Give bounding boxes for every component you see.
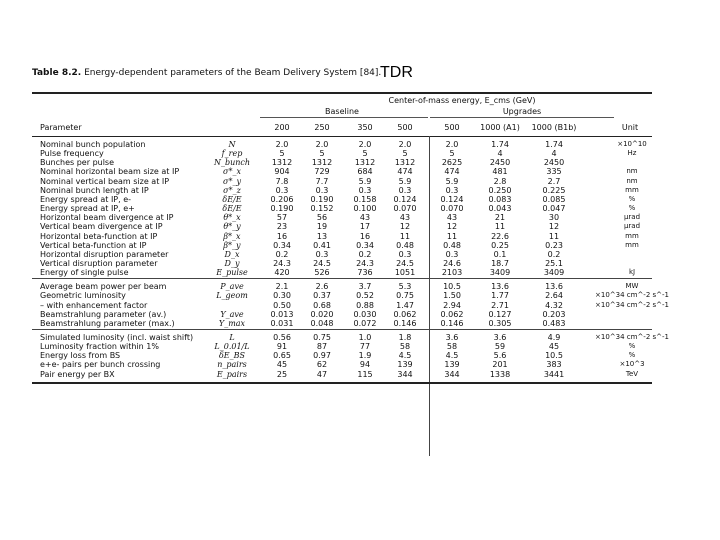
row-symbol: D_y (224, 258, 240, 268)
row-unit: nm (626, 176, 638, 185)
row-value: 0.97 (313, 351, 331, 361)
energy-column-header: 500 (444, 123, 460, 132)
row-value: 62 (316, 360, 328, 370)
row-value: 684 (357, 167, 373, 177)
row-value: 1.74 (491, 140, 509, 149)
row-unit: mm (625, 185, 639, 194)
row-unit: nm (626, 167, 638, 176)
section-separator (32, 278, 652, 279)
row-value: 45 (548, 342, 560, 352)
row-parameter-name: e+e- pairs per bunch crossing (40, 360, 161, 370)
row-value: 139 (444, 360, 460, 370)
row-value: 0.3 (315, 185, 329, 195)
row-value: 1338 (489, 369, 511, 379)
row-symbol: N_bunch (213, 158, 251, 168)
row-value: 2450 (543, 158, 565, 168)
row-value: 0.124 (393, 194, 417, 204)
row-symbol: σ*_x (223, 167, 241, 177)
row-value: 3.6 (445, 333, 459, 342)
row-symbol: θ*_x (223, 213, 241, 223)
row-value: 47 (316, 369, 328, 379)
row-value: 0.085 (542, 194, 566, 204)
row-value: 344 (397, 369, 413, 379)
row-value: 13 (316, 231, 328, 241)
row-unit: % (628, 204, 636, 213)
row-value: 10.5 (443, 282, 461, 292)
row-value: 0.2 (547, 249, 561, 259)
row-value: 22.6 (491, 231, 509, 241)
energy-column-header: 1000 (A1) (480, 123, 520, 132)
row-value: 0.020 (310, 309, 334, 319)
row-value: 0.225 (542, 185, 566, 195)
row-value: 2.0 (398, 140, 412, 149)
row-value: 1312 (354, 158, 376, 168)
row-value: 1312 (271, 158, 293, 168)
row-value: 0.1 (493, 249, 507, 259)
row-value: 0.23 (545, 240, 563, 250)
row-unit: ×10^34 cm^-2 s^-1 (595, 291, 669, 300)
row-value: 11 (446, 231, 458, 241)
row-parameter-name: Vertical beta-function at IP (40, 240, 147, 250)
row-value: 16 (276, 231, 288, 241)
header-parameter: Parameter (40, 123, 82, 132)
energy-column-header: 200 (274, 123, 290, 132)
row-value: 11 (548, 231, 560, 241)
row-value: 0.146 (393, 318, 417, 328)
row-value: 383 (546, 360, 562, 370)
row-value: 12 (548, 222, 560, 232)
row-value: 0.483 (542, 318, 566, 328)
row-value: 21 (494, 213, 506, 223)
row-value: 0.030 (353, 309, 377, 319)
row-value: 0.52 (356, 291, 374, 301)
row-value: 0.88 (356, 300, 374, 310)
row-value: 2.7 (547, 176, 561, 186)
row-value: 0.30 (273, 291, 291, 301)
row-unit: mm (625, 231, 639, 240)
row-symbol: P_ave (220, 282, 244, 292)
row-unit: % (628, 342, 636, 351)
row-symbol: f_rep (221, 149, 243, 159)
row-symbol: σ*_y (223, 176, 241, 186)
row-unit: ×10^10 (617, 140, 647, 148)
row-value: 139 (397, 360, 413, 370)
row-value: 5.6 (493, 351, 507, 361)
row-parameter-name: Pulse frequency (40, 149, 104, 159)
row-value: 87 (316, 342, 328, 352)
row-parameter-name: Horizontal beta-function at IP (40, 231, 158, 241)
upgrades-underline (430, 117, 614, 118)
row-value: 16 (359, 231, 371, 241)
row-value: 58 (446, 342, 458, 352)
row-value: 1.77 (491, 291, 509, 301)
row-value: 0.41 (313, 240, 331, 250)
row-unit: ×10^34 cm^-2 s^-1 (595, 333, 669, 341)
row-value: 5.9 (445, 176, 459, 186)
row-value: 11 (399, 231, 411, 241)
row-symbol: θ*_y (223, 222, 241, 232)
row-unit: MW (625, 282, 639, 291)
row-value: 4.32 (545, 300, 563, 310)
row-value: 474 (397, 167, 413, 177)
row-value: 4.5 (398, 351, 412, 361)
energy-column-header: 1000 (B1b) (531, 123, 577, 132)
row-value: 2450 (489, 158, 511, 168)
row-value: 526 (314, 268, 330, 278)
row-symbol: β*_x (223, 231, 241, 241)
row-value: 5 (449, 149, 455, 159)
row-value: 4 (497, 149, 503, 159)
table-bottom-rule (32, 382, 652, 384)
row-value: 5.9 (398, 176, 412, 186)
row-value: 5 (319, 149, 325, 159)
row-unit: mm (625, 240, 639, 249)
row-value: 24.5 (313, 258, 331, 268)
row-symbol: δE/E (222, 204, 242, 214)
row-value: 0.127 (488, 309, 512, 319)
row-symbol: N (228, 140, 236, 149)
row-parameter-name: Nominal bunch population (40, 140, 146, 149)
row-value: 0.072 (353, 318, 377, 328)
row-symbol: β*_y (223, 240, 241, 250)
row-parameter-name: Vertical beam divergence at IP (40, 222, 163, 232)
row-unit: ×10^34 cm^-2 s^-1 (595, 300, 669, 309)
table-caption-label: Table 8.2. (32, 68, 82, 78)
row-value: 736 (357, 268, 373, 278)
row-value: 0.3 (398, 249, 412, 259)
row-value: 729 (314, 167, 330, 177)
row-value: 2625 (441, 158, 463, 168)
row-value: 23 (276, 222, 288, 232)
row-value: 45 (276, 360, 288, 370)
row-value: 0.043 (488, 204, 512, 214)
row-value: 335 (546, 167, 562, 177)
row-symbol: Υ_ave (220, 309, 244, 319)
row-symbol: L (229, 333, 235, 342)
row-value: 0.3 (275, 185, 289, 195)
table-caption-text: Energy-dependent parameters of the Beam Delivery System [84]. (84, 68, 382, 78)
row-value: 2.1 (275, 282, 289, 292)
row-value: 18.7 (491, 258, 509, 268)
row-value: 43 (446, 213, 458, 223)
row-value: 0.34 (273, 240, 291, 250)
row-parameter-name: Nominal horizontal beam size at IP (40, 167, 180, 177)
row-value: 0.48 (443, 240, 461, 250)
header-baseline: Baseline (325, 107, 359, 116)
header-rule (32, 136, 652, 137)
row-parameter-name: Nominal vertical beam size at IP (40, 176, 170, 186)
row-value: 4.5 (445, 351, 459, 361)
row-value: 1.74 (545, 140, 563, 149)
row-parameter-name: Horizontal disruption parameter (40, 249, 169, 259)
row-value: 0.158 (353, 194, 377, 204)
baseline-underline (260, 117, 428, 118)
row-value: 5 (402, 149, 408, 159)
row-value: 5.9 (358, 176, 372, 186)
row-value: 0.070 (440, 204, 464, 214)
row-value: 4 (551, 149, 557, 159)
row-value: 1312 (311, 158, 333, 168)
row-value: 56 (316, 213, 328, 223)
row-parameter-name: Beamstrahlung parameter (max.) (40, 318, 175, 328)
row-value: 2.0 (358, 140, 372, 149)
row-value: 0.031 (270, 318, 294, 328)
row-unit: μrad (623, 222, 641, 231)
row-value: 344 (444, 369, 460, 379)
row-value: 201 (492, 360, 508, 370)
row-symbol: δE/E (222, 194, 242, 204)
row-parameter-name: Horizontal beam divergence at IP (40, 213, 174, 223)
row-symbol: δE_BS (218, 351, 245, 361)
row-symbol: L_0.01/L (214, 342, 250, 352)
row-parameter-name: Geometric luminosity (40, 291, 126, 301)
header-unit: Unit (621, 123, 639, 132)
row-value: 5 (362, 149, 368, 159)
row-symbol: L_geom (216, 291, 248, 301)
row-value: 43 (399, 213, 411, 223)
row-value: 0.34 (356, 240, 374, 250)
row-parameter-name: Energy loss from BS (40, 351, 121, 361)
row-value: 0.070 (393, 204, 417, 214)
row-parameter-name: Energy spread at IP, e- (40, 194, 132, 204)
row-value: 3441 (543, 369, 565, 379)
row-value: 5.3 (398, 282, 412, 292)
row-value: 2.64 (545, 291, 563, 301)
row-value: 0.190 (310, 194, 334, 204)
header-upgrades: Upgrades (502, 107, 542, 116)
row-parameter-name: – with enhancement factor (40, 300, 148, 310)
row-value: 58 (399, 342, 411, 352)
row-value: 57 (276, 213, 288, 223)
row-parameter-name: Pair energy per BX (40, 369, 115, 379)
row-value: 0.50 (273, 300, 291, 310)
row-value: 1.0 (358, 333, 372, 342)
section-separator (32, 329, 652, 330)
table-top-rule (32, 92, 652, 94)
row-unit: ×10^3 (619, 360, 645, 369)
row-value: 0.047 (542, 204, 566, 214)
row-unit: % (628, 351, 636, 360)
row-value: 0.25 (491, 240, 509, 250)
row-value: 12 (446, 222, 458, 232)
row-value: 7.8 (275, 176, 289, 186)
row-value: 10.5 (545, 351, 563, 361)
row-value: 59 (494, 342, 506, 352)
row-value: 3.7 (358, 282, 372, 292)
row-value: 0.68 (313, 300, 331, 310)
row-parameter-name: Bunches per pulse (40, 158, 115, 168)
row-value: 3409 (543, 268, 565, 278)
row-value: 2.8 (493, 176, 507, 186)
energy-column-header: 350 (357, 123, 373, 132)
row-value: 0.3 (398, 185, 412, 195)
header-center-of-mass: Center-of-mass energy, E_cms (GeV) (388, 96, 536, 105)
row-value: 43 (359, 213, 371, 223)
row-value: 0.190 (270, 204, 294, 214)
row-value: 2.71 (491, 300, 509, 310)
row-value: 2.6 (315, 282, 329, 292)
row-value: 0.048 (310, 318, 334, 328)
row-parameter-name: Vertical disruption parameter (40, 258, 158, 268)
row-symbol: σ*_z (223, 185, 241, 195)
row-unit: kJ (628, 268, 636, 277)
row-value: 0.062 (440, 309, 464, 319)
row-value: 24.6 (443, 258, 461, 268)
row-value: 19 (316, 222, 328, 232)
row-symbol: Υ_max (218, 318, 246, 328)
row-value: 91 (276, 342, 288, 352)
energy-column-header: 250 (314, 123, 330, 132)
row-value: 77 (359, 342, 371, 352)
row-value: 30 (548, 213, 560, 223)
row-value: 0.100 (353, 204, 377, 214)
row-value: 474 (444, 167, 460, 177)
row-symbol: D_x (224, 249, 240, 259)
row-value: 12 (399, 222, 411, 232)
row-unit: μrad (623, 213, 641, 222)
row-value: 0.75 (313, 333, 331, 342)
row-value: 1051 (394, 268, 416, 278)
row-unit: % (628, 194, 636, 203)
row-value: 0.250 (488, 185, 512, 195)
row-value: 1.9 (358, 351, 372, 361)
row-value: 481 (492, 167, 508, 177)
row-value: 0.3 (315, 249, 329, 259)
row-value: 0.3 (358, 185, 372, 195)
row-parameter-name: Energy spread at IP, e+ (40, 204, 135, 214)
parameters-table (32, 92, 669, 462)
row-value: 94 (359, 360, 371, 370)
row-value: 0.206 (270, 194, 294, 204)
row-parameter-name: Beamstrahlung parameter (av.) (40, 309, 167, 319)
row-value: 2.0 (445, 140, 459, 149)
row-parameter-name: Luminosity fraction within 1% (40, 342, 159, 352)
row-value: 0.146 (440, 318, 464, 328)
row-value: 24.5 (396, 258, 414, 268)
row-value: 0.3 (445, 185, 459, 195)
row-symbol: E_pulse (216, 268, 248, 278)
row-value: 420 (274, 268, 290, 278)
row-value: 0.083 (488, 194, 512, 204)
row-value: 0.203 (542, 309, 566, 319)
row-value: 0.56 (273, 333, 291, 342)
row-value: 1.50 (443, 291, 461, 301)
row-symbol: E_pairs (216, 369, 248, 379)
row-value: 1312 (394, 158, 416, 168)
row-unit: TeV (625, 369, 639, 378)
row-value: 2103 (441, 268, 463, 278)
row-value: 3409 (489, 268, 511, 278)
row-symbol: n_pairs (217, 360, 247, 370)
row-value: 1.47 (396, 300, 414, 310)
tdr-overlay-label: TDR (380, 64, 413, 81)
row-value: 0.152 (310, 204, 334, 214)
row-value: 0.305 (488, 318, 512, 328)
row-value: 3.6 (493, 333, 507, 342)
energy-column-header: 500 (397, 123, 413, 132)
row-value: 4.9 (547, 333, 561, 342)
row-value: 0.062 (393, 309, 417, 319)
row-value: 13.6 (545, 282, 563, 292)
row-value: 24.3 (356, 258, 374, 268)
row-value: 0.65 (273, 351, 291, 361)
row-value: 904 (274, 167, 290, 177)
row-value: 2.0 (275, 140, 289, 149)
row-unit: Hz (627, 149, 637, 158)
row-value: 0.013 (270, 309, 294, 319)
row-parameter-name: Average beam power per beam (40, 282, 167, 292)
row-value: 25.1 (545, 258, 563, 268)
row-value: 5 (279, 149, 285, 159)
row-value: 0.2 (275, 249, 289, 259)
row-value: 0.37 (313, 291, 331, 301)
row-value: 0.48 (396, 240, 414, 250)
row-value: 24.3 (273, 258, 291, 268)
row-value: 25 (276, 369, 288, 379)
row-value: 115 (357, 369, 373, 379)
row-parameter-name: Nominal bunch length at IP (40, 185, 149, 195)
table-caption (32, 68, 381, 78)
row-value: 2.0 (315, 140, 329, 149)
row-value: 17 (359, 222, 371, 232)
row-value: 1.8 (398, 333, 412, 342)
row-value: 0.75 (396, 291, 414, 301)
row-parameter-name: Simulated luminosity (incl. waist shift) (40, 333, 194, 342)
row-parameter-name: Energy of single pulse (40, 268, 129, 278)
row-value: 0.2 (358, 249, 372, 259)
row-value: 2.94 (443, 300, 461, 310)
row-value: 0.124 (440, 194, 464, 204)
row-value: 13.6 (491, 282, 509, 292)
row-value: 11 (494, 222, 506, 232)
row-value: 7.7 (315, 176, 329, 186)
row-value: 0.3 (445, 249, 459, 259)
